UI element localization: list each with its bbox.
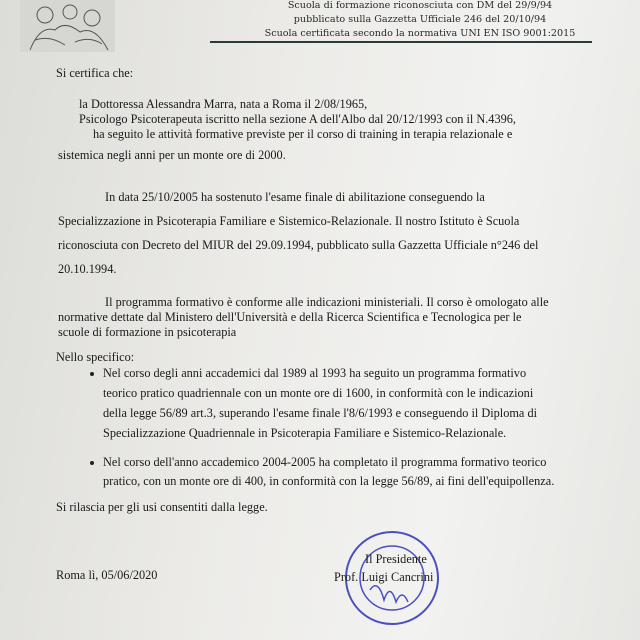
school-logo (20, 0, 115, 52)
p1-line: sistemica negli anni per un monte ore di 2000. (58, 148, 286, 162)
signature-role: Il Presidente (365, 552, 427, 566)
bullet1-line: Nel corso degli anni accademici dal 1989 al 1993 ha seguito un programma formativo (103, 366, 527, 380)
p2-line: riconosciuta con Decreto del MIUR del 29.09.1994, pubblicato sulla Gazzetta Ufficiale n°246 del (58, 238, 539, 252)
closing: Si rilascia per gli usi consentiti dalla legge. (56, 500, 268, 514)
bullet2-line: Nel corso dell'anno accademico 2004-2005 ha completato il programma formativo teorico (103, 455, 547, 469)
bullet1-line: Specializzazione Quadriennale in Psicoterapia Familiare e Sistemico-Relazionale. (103, 426, 507, 440)
p3-line: normative dettate dal Ministero dell'Università e della Ricerca Scientifica e Tecnologica per le (58, 310, 522, 324)
bullet1-line: teorico pratico quadriennale con un monte ore di 1600, in conformità con le indicazioni (103, 386, 534, 400)
bullet-icon (90, 461, 94, 465)
p1-line: la Dottoressa Alessandra Marra, nata a Roma il 2/08/1965, (79, 97, 368, 111)
intro: Si certifica che: (56, 66, 134, 80)
header-line: Scuola certificata secondo la normativa UNI EN ISO 9001:2015 (264, 28, 576, 39)
header-line: pubblicato sulla Gazzetta Ufficiale 246 del 20/10/94 (293, 14, 547, 25)
header-divider (210, 41, 592, 43)
p2-line: In data 25/10/2005 ha sostenuto l'esame finale di abilitazione conseguendo la (105, 190, 485, 204)
bullet-icon (90, 372, 94, 376)
p2-line: Specializzazione in Psicoterapia Familiare e Sistemico-Relazionale. Il nostro Istituto è Scuola (58, 214, 520, 228)
bullet2-line: pratico, con un monte ore di 400, in conformità con la legge 56/89, ai fini dell'equipollenza. (103, 474, 555, 488)
p1-line: Psicologo Psicoterapeuta iscritto nella sezione A dell'Albo dal 20/12/1993 con il N.4396, (79, 112, 516, 126)
p3-line: scuole di formazione in psicoterapia (58, 325, 237, 339)
specific-title: Nello specifico: (56, 350, 135, 364)
bullet1-line: della legge 56/89 art.3, superando l'esame finale l'8/6/1993 e conseguendo il Diploma di (103, 406, 538, 420)
p1-line: ha seguito le attività formative previste per il corso di training in terapia relazionale e (93, 127, 513, 141)
place-date: Roma lì, 05/06/2020 (56, 568, 158, 582)
p2-line: 20.10.1994. (58, 262, 117, 276)
p3-line: Il programma formativo è conforme alle indicazioni ministeriali. Il corso è omologato alle (105, 295, 549, 309)
header-line: Scuola di formazione riconosciuta con DM del 29/9/94 (287, 0, 553, 11)
signature-name: Prof. Luigi Cancrini (334, 570, 434, 584)
